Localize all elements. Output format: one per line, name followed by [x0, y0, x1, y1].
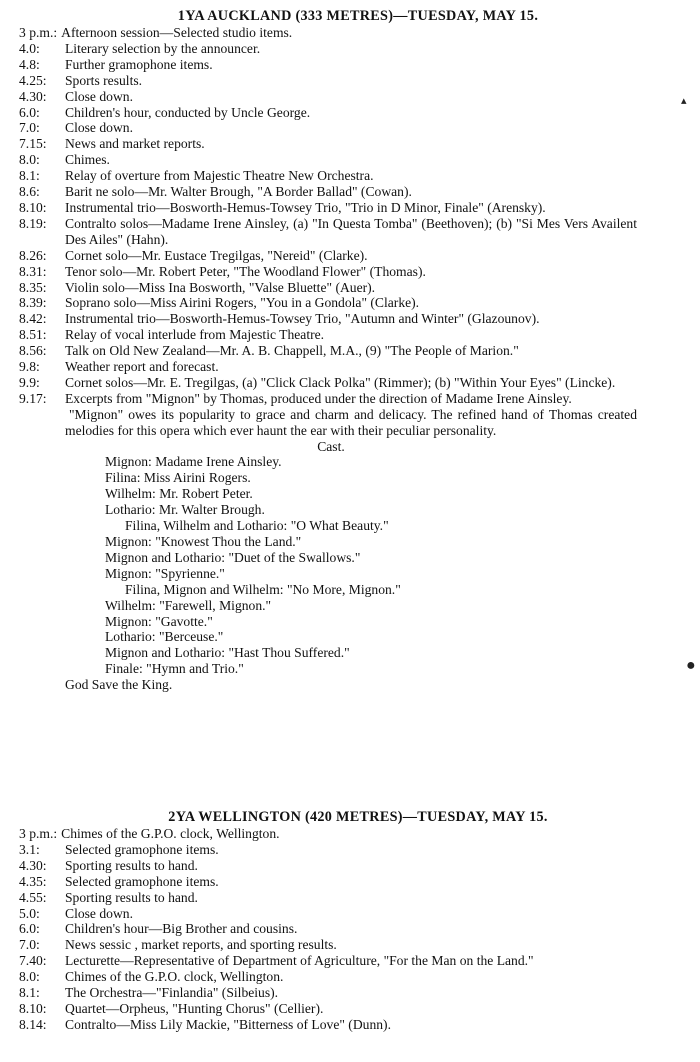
numbers-list — [65, 518, 637, 677]
programme-entry — [19, 985, 637, 1001]
entry-time: 9.17: — [19, 390, 47, 406]
programme-entry — [19, 248, 637, 264]
entry-text: Relay of overture from Majestic Theatre New Orchestra. — [65, 168, 374, 184]
section-heading-wellington: 2YA WELLINGTON (420 METRES)—TUESDAY, MAY 15. — [168, 809, 548, 825]
programme-entry — [19, 874, 637, 890]
entry-text: The Orchestra—"Finlandia" (Silbeius). — [65, 985, 279, 1001]
entry-time: 8.1: — [19, 168, 40, 184]
entry-time: 7.0: — [19, 937, 40, 953]
entry-time: 8.1: — [19, 985, 40, 1001]
programme-entry — [19, 120, 637, 136]
entry-time: 4.0: — [19, 40, 40, 56]
programme-entry — [19, 152, 637, 168]
entry-text: Close down. — [65, 905, 133, 921]
entry-text: Children's hour, conducted by Uncle George. — [65, 104, 311, 120]
programme-entry — [19, 73, 637, 89]
musical-number: Filina, Wilhelm and Lothario: "O What Beauty." — [125, 518, 389, 534]
programme-entry — [19, 921, 637, 937]
programme-entry — [19, 311, 637, 327]
programme-entry — [19, 890, 637, 906]
programme-entry — [19, 295, 637, 311]
programme-entry — [19, 969, 637, 985]
entry-text: Quartet—Orpheus, "Hunting Chorus" (Cellier). — [65, 1000, 324, 1016]
entry-time: 4.8: — [19, 56, 40, 72]
programme-entry — [19, 359, 637, 375]
programme-entry — [19, 105, 637, 121]
entry-text: Further gramophone items. — [65, 56, 213, 72]
entry-time: 8.0: — [19, 969, 40, 985]
entry-time: 4.30: — [19, 857, 47, 873]
entry-time: 9.8: — [19, 359, 40, 375]
entry-text: Soprano solo—Miss Airini Rogers, "You in a Gondola" (Clarke). — [65, 295, 420, 311]
entry-text: News sessic , market reports, and sporting results. — [65, 937, 337, 953]
musical-number: Mignon: "Gavotte." — [105, 613, 213, 629]
cast-list — [65, 454, 637, 518]
ink-speck: ▴ — [681, 95, 687, 107]
entry-time: 8.51: — [19, 327, 47, 343]
musical-number: Mignon: "Knowest Thou the Land." — [105, 534, 302, 549]
entry-list — [19, 25, 637, 407]
musical-number: Finale: "Hymn and Trio." — [105, 661, 244, 677]
musical-number: Mignon: "Spyrienne." — [105, 565, 225, 581]
entry-text: Close down. — [65, 88, 133, 104]
entry-time: 8.19: — [19, 215, 47, 231]
programme-entry — [19, 57, 637, 73]
programme-entry — [19, 906, 637, 922]
entry-text: Weather report and forecast. — [65, 359, 219, 375]
programme-entry — [19, 200, 637, 216]
programme-entry — [19, 826, 637, 842]
entry-time: 6.0: — [19, 921, 40, 937]
entry-time: 4.55: — [19, 889, 47, 905]
entry-text: Instrumental trio—Bosworth-Hemus-Towsey Trio, "Autumn and Winter" (Glazounov). — [65, 311, 540, 327]
entry-text: Sporting results to hand. — [65, 889, 198, 905]
entry-text: Cornet solos—Mr. E. Tregilgas, (a) "Click Clack Polka" (Rimmer); (b) "Within Your Eyes" (Lincke). — [65, 374, 616, 390]
programme-entry — [19, 280, 637, 296]
entry-text: Excerpts from "Mignon" by Thomas, produced under the direction of Madame Irene Ainsley. — [65, 390, 572, 406]
cast-heading: Cast. — [317, 438, 345, 454]
entry-text: Instrumental trio—Bosworth-Hemus-Towsey Trio, "Trio in D Minor, Finale" (Arensky). — [65, 199, 546, 215]
entry-text: Tenor solo—Mr. Robert Peter, "The Woodland Flower" (Thomas). — [65, 263, 426, 279]
programme-entry — [19, 343, 637, 359]
entry-time: 7.0: — [19, 120, 40, 136]
entry-text: Cornet solo—Mr. Eustace Tregilgas, "Nereid" (Clarke). — [65, 247, 368, 263]
cast-member: Mignon: Madame Irene Ainsley. — [105, 454, 282, 470]
entry-time: 3 p.m.: — [19, 826, 58, 841]
cast-member: Wilhelm: Mr. Robert Peter. — [105, 486, 253, 502]
entry-text: Sports results. — [65, 72, 143, 88]
programme-entry — [19, 937, 637, 953]
entry-time: 8.10: — [19, 199, 47, 215]
entry-text: Afternoon session—Selected studio items. — [61, 25, 293, 40]
programme-entry — [19, 168, 637, 184]
entry-text: Children's hour—Big Brother and cousins. — [65, 921, 298, 937]
entry-time: 4.25: — [19, 72, 47, 88]
entry-time: 5.0: — [19, 905, 40, 921]
programme-entry — [19, 25, 637, 41]
closing-line: God Save the King. — [65, 677, 173, 693]
programme-entry — [19, 216, 637, 248]
entry-text: Contralto—Miss Lily Mackie, "Bitterness of Love" (Dunn). — [65, 1016, 391, 1032]
entry-time: 4.35: — [19, 873, 47, 889]
entry-text: Talk on Old New Zealand—Mr. A. B. Chappell, M.A., (9) "The People of Marion." — [65, 343, 519, 359]
programme-entry — [19, 391, 637, 407]
entry-text: News and market reports. — [65, 136, 205, 152]
programme-entry — [19, 1017, 637, 1033]
entry-time: 7.15: — [19, 136, 47, 152]
entry-text: Relay of vocal interlude from Majestic Theatre. — [65, 327, 325, 343]
entry-list — [19, 826, 637, 1033]
musical-number: Mignon and Lothario: "Duet of the Swallows." — [105, 549, 361, 565]
musical-number: Lothario: "Berceuse." — [105, 629, 224, 645]
entry-time: 8.6: — [19, 184, 40, 200]
cast-member: Filina: Miss Airini Rogers. — [105, 470, 251, 486]
entry-time: 8.42: — [19, 311, 47, 327]
entry-time: 8.10: — [19, 1000, 47, 1016]
entry-time: 9.9: — [19, 374, 40, 390]
entry-time: 7.40: — [19, 953, 47, 969]
musical-number: Mignon and Lothario: "Hast Thou Suffered." — [105, 645, 350, 661]
entry-time: 3 p.m.: — [19, 25, 58, 40]
entry-text: Chimes. — [65, 152, 110, 168]
entry-time: 4.30: — [19, 88, 47, 104]
programme-entry — [19, 858, 637, 874]
mignon-block — [19, 407, 637, 693]
programme-entry — [19, 375, 637, 391]
entry-text: Contralto solos—Madame Irene Ainsley, (a) "In Questa Tomba" (Beethoven); (b) "Si Mes Vers Availent Des Ailes" (Hahn). — [65, 215, 637, 247]
programme-entry — [19, 136, 637, 152]
programme-entry — [19, 842, 637, 858]
entry-time: 8.0: — [19, 152, 40, 168]
entry-text: Chimes of the G.P.O. clock, Wellington. — [61, 826, 280, 841]
entry-time: 3.1: — [19, 841, 40, 857]
programme-entry — [19, 327, 637, 343]
programme-wellington — [19, 826, 637, 1033]
entry-text: Barit ne solo—Mr. Walter Brough, "A Border Ballad" (Cowan). — [65, 184, 412, 200]
entry-text: Sporting results to hand. — [65, 857, 198, 873]
entry-text: Chimes of the G.P.O. clock, Wellington. — [65, 969, 284, 985]
entry-text: Selected gramophone items. — [65, 873, 219, 889]
cast-member: Lothario: Mr. Walter Brough. — [105, 502, 265, 518]
programme-entry — [19, 184, 637, 200]
musical-number: Filina, Mignon and Wilhelm: "No More, Mignon." — [125, 581, 401, 597]
musical-number: Wilhelm: "Farewell, Mignon." — [105, 597, 272, 613]
programme-entry — [19, 41, 637, 57]
section-heading-auckland: 1YA AUCKLAND (333 METRES)—TUESDAY, MAY 15. — [177, 8, 539, 24]
entry-time: 6.0: — [19, 104, 40, 120]
entry-text: Violin solo—Miss Ina Bosworth, "Valse Bluette" (Auer). — [65, 279, 376, 295]
mignon-note: "Mignon" owes its popularity to grace and charm and delicacy. The refined hand of Thomas created melodies for this opera which ever haunt the ear with their peculiar personality. — [65, 406, 637, 438]
entry-text: Close down. — [65, 120, 133, 136]
entry-text: Literary selection by the announcer. — [65, 40, 261, 56]
entry-text: Lecturette—Representative of Department of Agriculture, "For the Man on the Land." — [65, 953, 534, 969]
programme-entry — [19, 953, 637, 969]
entry-text: Selected gramophone items. — [65, 841, 219, 857]
programme-entry — [19, 264, 637, 280]
programme-entry — [19, 89, 637, 105]
entry-time: 8.39: — [19, 295, 47, 311]
entry-time: 8.56: — [19, 343, 47, 359]
entry-time: 8.26: — [19, 247, 47, 263]
programme-entry — [19, 1001, 637, 1017]
entry-time: 8.14: — [19, 1016, 47, 1032]
entry-time: 8.35: — [19, 279, 47, 295]
programme-auckland — [19, 25, 637, 693]
entry-time: 8.31: — [19, 263, 47, 279]
ink-blot: ● — [686, 657, 696, 674]
